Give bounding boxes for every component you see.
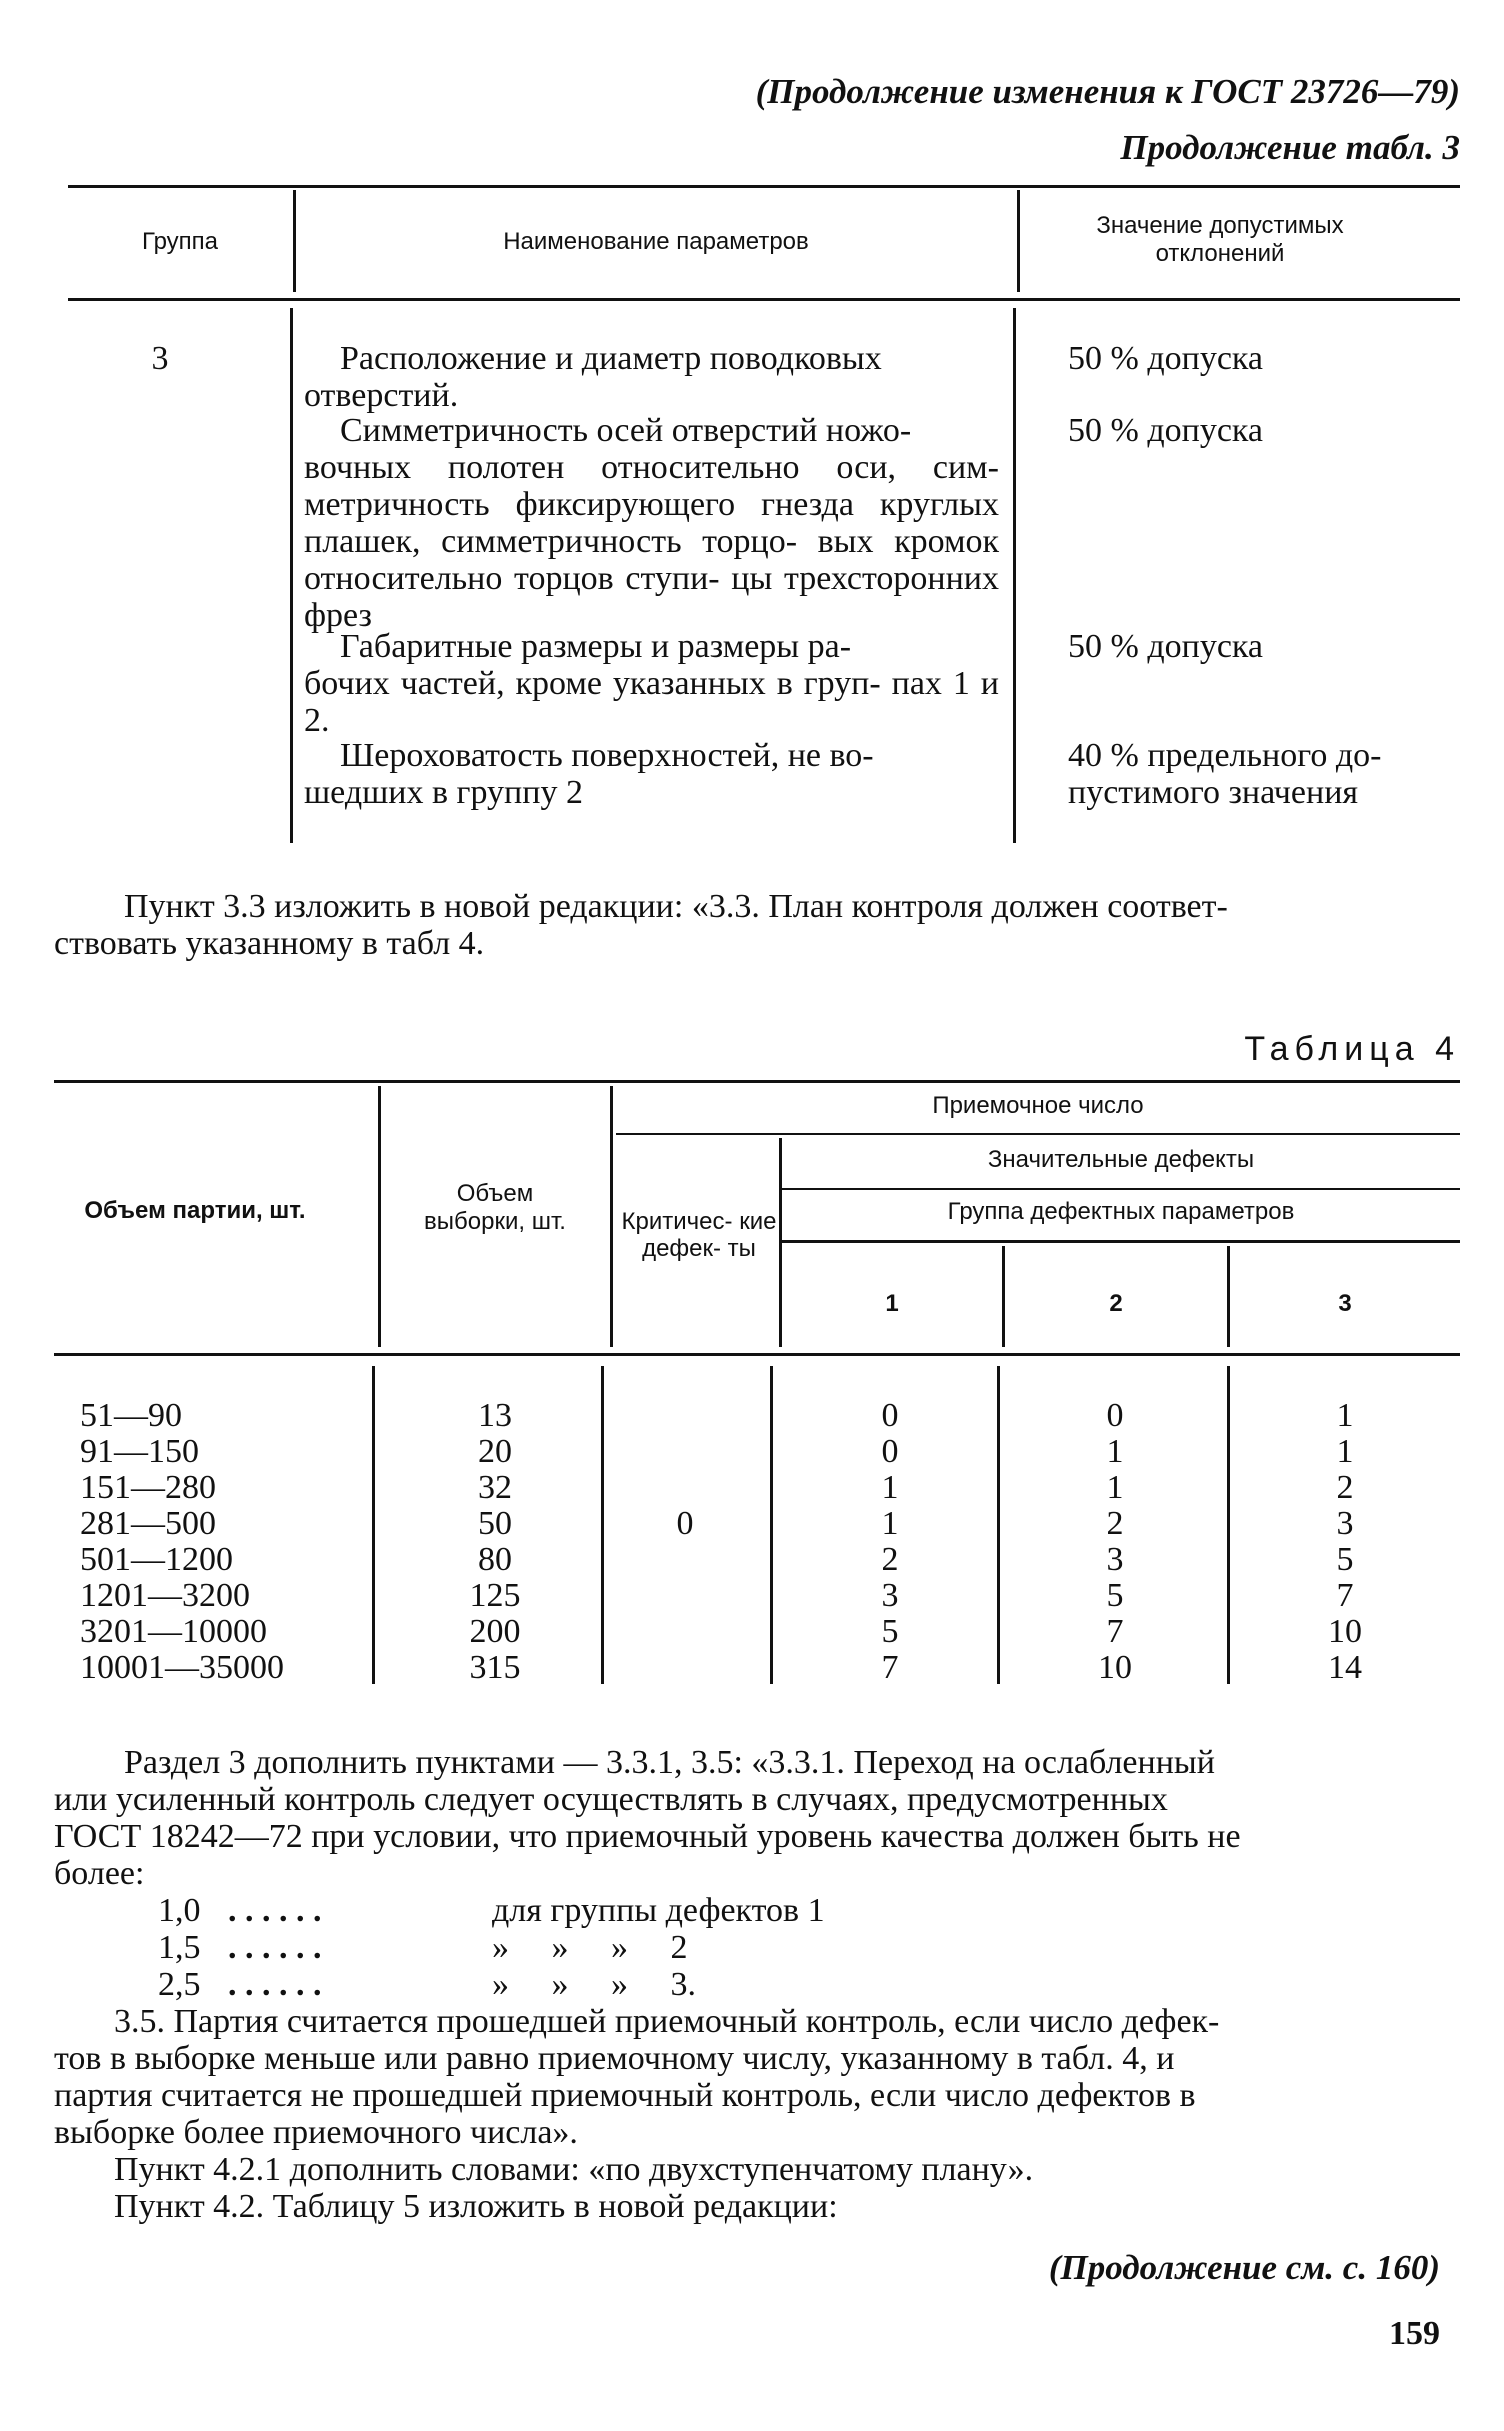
table3-row3-name: [304, 628, 999, 739]
table-row: 7: [1336, 1577, 1354, 1614]
table-row: 50: [478, 1505, 512, 1542]
para-3-5-line2: тов в выборке меньше или равно приемочному числу, указанному в табл. 4, и: [54, 2040, 1175, 2077]
table3-row3-name-first: Габаритные размеры и размеры ра-: [340, 628, 852, 665]
list-item: [158, 1892, 1058, 1929]
table-row: 281—500: [80, 1505, 216, 1542]
table-row: 20: [478, 1433, 512, 1470]
table-row: 3201—10000: [80, 1613, 267, 1650]
table-row: 91—150: [80, 1433, 199, 1470]
table-row: 200: [469, 1613, 521, 1650]
table-row: 315: [469, 1649, 521, 1686]
para-4-2: Пункт 4.2. Таблицу 5 изложить в новой редакции:: [114, 2188, 838, 2225]
table-row: 5: [1336, 1541, 1354, 1578]
table3-divider-2: [1017, 190, 1020, 292]
quality-level-list: [158, 1892, 1058, 2003]
continuation-title: (Продолжение изменения к ГОСТ 23726—79): [755, 72, 1460, 111]
table-row: 1: [881, 1505, 899, 1542]
table4-body-divider-critical: [770, 1366, 773, 1684]
table-row: 125: [469, 1577, 521, 1614]
list-item-number: 2,5: [158, 1966, 201, 2003]
table3-body-divider-2: [1013, 308, 1016, 843]
table4-header-group-3: 3: [1338, 1290, 1352, 1317]
table3-row2-value: 50 % допуска: [1068, 412, 1264, 449]
table4-caption: Таблица 4: [1244, 1030, 1460, 1068]
table-row: 0: [881, 1433, 899, 1470]
table4-group1-column: [820, 1398, 960, 1686]
table-row: 1: [1106, 1433, 1124, 1470]
table3-row4-value-line2: пустимого значения: [1068, 774, 1359, 811]
para-3-3-line1: Пункт 3.3 изложить в новой редакции: «3.3. План контроля должен соответ-: [124, 888, 1228, 925]
table4-header-group-2: 2: [1109, 1290, 1123, 1317]
table4-header-group-1: 1: [885, 1290, 899, 1317]
list-item-text: » » » 2: [492, 1929, 688, 1966]
table3-row1-name-first: Расположение и диаметр поводковых: [340, 340, 882, 377]
para-3-3-1-line2: или усиленный контроль следует осуществлять в случаях, предусмотренных: [54, 1781, 1168, 1818]
table-row: 7: [1106, 1613, 1124, 1650]
table-row: 3: [1106, 1541, 1124, 1578]
table3-row2-name-rest: вочных полотен относительно оси, сим- метричность фиксирующего гнезда круглых плашек, симметричность торцо- вых кромок относительно торцов ступи- цы трехсторонних фрез: [304, 449, 999, 634]
table3-row1-name-rest: отверстий.: [304, 377, 459, 414]
list-item-dots: . . . . . .: [228, 1966, 322, 2003]
table-row: 1: [1106, 1469, 1124, 1506]
para-3-3-line2: ствовать указанному в табл 4.: [54, 925, 485, 962]
table-row: 51—90: [80, 1397, 182, 1434]
table4-header-lot: Объем партии, шт.: [84, 1197, 306, 1224]
table-row: 501—1200: [80, 1541, 233, 1578]
table4-body-divider-g2: [1227, 1366, 1230, 1684]
table4-group2-column: [1045, 1398, 1185, 1686]
table3-header-rule: [68, 298, 1460, 301]
para-3-3-1-line3: ГОСТ 18242—72 при условии, что приемочный уровень качества должен быть не: [54, 1818, 1241, 1855]
table-row: 1: [881, 1469, 899, 1506]
table-row: 7: [881, 1649, 899, 1686]
table3-row4-name-first: Шероховатость поверхностей, не во-: [340, 737, 874, 774]
para-4-2-1: Пункт 4.2.1 дополнить словами: «по двухступенчатому плану».: [114, 2151, 1034, 2188]
table4-groups-rule: [782, 1240, 1460, 1243]
table3-body-divider-1: [290, 308, 293, 843]
table3-group-value: 3: [151, 340, 169, 377]
table4-group3-column: [1275, 1398, 1415, 1686]
table-row: 10001—35000: [80, 1649, 284, 1686]
table-row: 0: [1106, 1397, 1124, 1434]
list-item: [158, 1966, 1058, 2003]
para-3-3: [54, 888, 1464, 962]
table3-row4-name-rest: шедших в группу 2: [304, 774, 583, 811]
table-row: 1: [1336, 1397, 1354, 1434]
table-row: 2: [881, 1541, 899, 1578]
table-row: 2: [1106, 1505, 1124, 1542]
table3-row2-name: [304, 412, 999, 634]
table4-header-significant: Значительные дефекты: [987, 1146, 1255, 1173]
table4-header-accept: Приемочное число: [932, 1092, 1144, 1119]
list-item-dots: . . . . . .: [228, 1929, 322, 1966]
page-number: 159: [1389, 2315, 1440, 2352]
table-continuation-label: Продолжение табл. 3: [1120, 128, 1460, 167]
list-item-number: 1,5: [158, 1929, 201, 1966]
list-item-text: для группы дефектов 1: [492, 1892, 825, 1929]
table-row: 0: [881, 1397, 899, 1434]
table3-row3-name-rest: бочих частей, кроме указанных в груп- пах 1 и 2.: [304, 665, 999, 739]
table3-row4-value: [1068, 737, 1468, 811]
table-row: 3: [1336, 1505, 1354, 1542]
table-row: 2: [1336, 1469, 1354, 1506]
table4-body-divider-g1: [997, 1366, 1000, 1684]
table-row: 14: [1328, 1649, 1362, 1686]
table-row: 13: [478, 1397, 512, 1434]
table3-row2-name-first: Симметричность осей отверстий ножо-: [340, 412, 912, 449]
table3-row1-name: [304, 340, 999, 414]
table3-top-rule: [68, 185, 1460, 188]
para-3-3-1-line1: Раздел 3 дополнить пунктами — 3.3.1, 3.5: «3.3.1. Переход на ослабленный: [124, 1744, 1215, 1781]
table3-row3-value: 50 % допуска: [1068, 628, 1264, 665]
table4-header-rule: [54, 1353, 1460, 1356]
para-3-3-1: [54, 1744, 1464, 1892]
para-3-5-line4: выборке более приемочного числа».: [54, 2114, 578, 2151]
table-row: 5: [1106, 1577, 1124, 1614]
table4-critical-value: 0: [676, 1505, 694, 1542]
table3-header-group: Группа: [141, 228, 219, 255]
table-row: 32: [478, 1469, 512, 1506]
table-row: 1: [1336, 1433, 1354, 1470]
table4-header-sample: Объем выборки, шт.: [424, 1180, 566, 1235]
table4-header-critical: Критичес- кие дефек- ты: [621, 1208, 777, 1262]
table4-significant-rule: [782, 1188, 1460, 1190]
para-3-3-1-line4: более:: [54, 1855, 145, 1892]
table4-body-divider-lot: [372, 1366, 375, 1684]
list-item-number: 1,0: [158, 1892, 201, 1929]
table-row: 10: [1098, 1649, 1132, 1686]
table4-header-groups: Группа дефектных параметров: [947, 1198, 1295, 1225]
table3-row4-value-line1: 40 % предельного до-: [1068, 737, 1382, 774]
para-3-5-line1: 3.5. Партия считается прошедшей приемочный контроль, если число дефек-: [114, 2003, 1220, 2040]
table4-top-rule: [54, 1080, 1460, 1083]
table3-header-name: Наименование параметров: [503, 228, 809, 255]
table4-divider-sample: [610, 1086, 613, 1347]
table3-row4-name: [304, 737, 999, 811]
table4-divider-lot: [378, 1086, 381, 1347]
table3-header-value: Значение допустимых отклонений: [1096, 212, 1344, 267]
table-row: 5: [881, 1613, 899, 1650]
table4-samples-column: [420, 1398, 570, 1686]
table-row: 80: [478, 1541, 512, 1578]
para-3-5: [54, 2003, 1464, 2151]
table4-accept-rule: [616, 1133, 1460, 1135]
list-item-text: » » » 3.: [492, 1966, 696, 2003]
table-row: 1201—3200: [80, 1577, 250, 1614]
list-item: [158, 1929, 1058, 1966]
list-item-dots: . . . . . .: [228, 1892, 322, 1929]
table-row: 10: [1328, 1613, 1362, 1650]
table3-row1-value: 50 % допуска: [1068, 340, 1264, 377]
table4-body-divider-sample: [601, 1366, 604, 1684]
table4-lots-column: [80, 1398, 284, 1686]
table-row: 151—280: [80, 1469, 216, 1506]
continued-note: (Продолжение см. с. 160): [1048, 2248, 1440, 2287]
para-3-5-line3: партия считается не прошедшей приемочный контроль, если число дефектов в: [54, 2077, 1196, 2114]
table-row: 3: [881, 1577, 899, 1614]
